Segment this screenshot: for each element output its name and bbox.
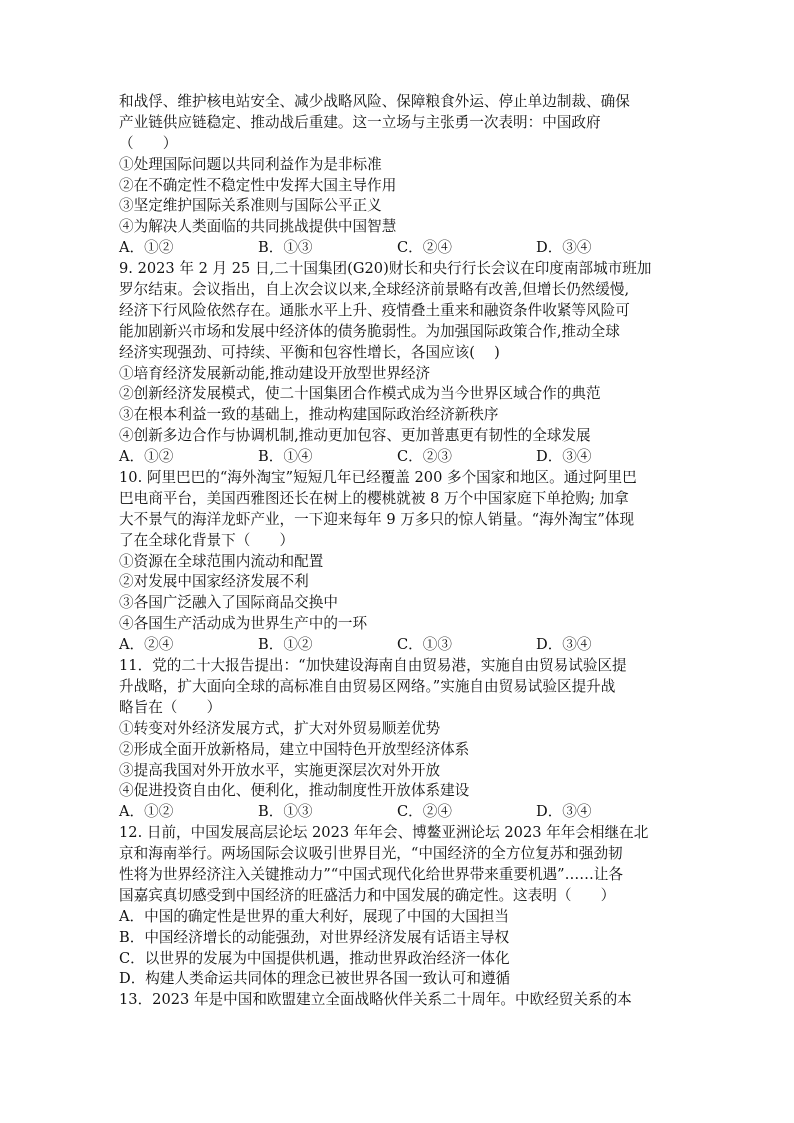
statement-item: ④各国生产活动成为世界生产中的一环	[119, 615, 368, 633]
question-9	[119, 259, 677, 468]
question-stem-line: 略旨在（ ）	[119, 698, 222, 716]
question-stem-line: 经济下行风险依然存在。通胀水平上升、疫情叠土重来和融资条件收紧等风险可	[119, 301, 630, 319]
statement-item: ②形成全面开放新格局，建立中国特色开放型经济体系	[119, 740, 470, 758]
answer-options	[119, 802, 677, 823]
option-b: B．①④	[258, 448, 313, 466]
option-d: D．构建人类命运共同体的理念已被世界各国一致认可和遵循	[119, 970, 511, 988]
question-stem-line: 大不景气的海洋龙虾产业，一下迎来每年 9 万多只的惊人销量。“海外淘宝”体现	[119, 510, 635, 528]
question-stem-line: 罗尔结束。会议指出，自上次会议以来,全球经济前景略有改善,但增长仍然缓慢,	[119, 281, 630, 299]
question-stem-line: 经济实现强劲、可持续、平衡和包容性增长，各国应该( )	[119, 343, 500, 361]
option-b: B．①②	[258, 636, 313, 654]
question-stem-line: 产业链供应链稳定、推动战后重建。这一立场与主张勇一次表明：中国政府	[119, 113, 601, 131]
statement-item: ②创新经济发展模式，使二十国集团合作模式成为当今世界区域合作的典范	[119, 385, 601, 403]
option-c: C．②③	[397, 448, 452, 466]
question-stem-line: 国嘉宾真切感受到中国经济的旺盛活力和中国发展的确定性。这表明（ ）	[119, 886, 616, 904]
question-10	[119, 468, 677, 656]
question-12	[119, 823, 677, 990]
statement-item: ④为解决人类面临的共同挑战提供中国智慧	[119, 218, 397, 236]
statement-item: ①转变对外经济发展方式，扩大对外贸易顺差优势	[119, 719, 441, 737]
option-b: B．①③	[258, 803, 313, 821]
question-stem-line: 能加剧新兴市场和发展中经济体的债务脆弱性。为加强国际政策合作,推动全球	[119, 322, 620, 340]
question-stem-line: 11．党的二十大报告提出：“加快建设海南自由贸易港，实施自由贸易试验区提	[119, 657, 627, 675]
question-stem-line: 京和海南举行。两场国际会议吸引世界目光，“中国经济的全方位复苏和强劲韧	[119, 845, 623, 863]
question-stem-line: 性将为世界经济注入关键推动力”“中国式现代化给世界带来重要机遇”……让各	[119, 865, 623, 883]
option-a: A．①②	[119, 239, 174, 257]
option-a: A．②④	[119, 636, 174, 654]
question-stem-line: 了在全球化背景下（ ）	[119, 531, 295, 549]
option-b: B．中国经济增长的动能强劲，对世界经济发展有话语主导权	[119, 928, 510, 946]
answer-options	[119, 238, 677, 259]
statement-item: ③坚定维护国际关系准则与国际公平正义	[119, 197, 382, 215]
question-8	[119, 92, 677, 259]
question-stem-line: 12. 日前，中国发展高层论坛 2023 年年会、博鳌亚洲论坛 2023 年年会相继在北	[119, 824, 649, 842]
option-c: C．以世界的发展为中国提供机遇，推动世界政治经济一体化	[119, 949, 510, 967]
statement-item: ①资源在全球范围内流动和配置	[119, 552, 324, 570]
question-stem-line: 升战略，扩大面向全球的高标准自由贸易区网络。”实施自由贸易试验区提升战	[119, 677, 616, 695]
answer-options	[119, 447, 677, 468]
option-b: B．①③	[258, 239, 313, 257]
option-c: C．②④	[397, 239, 452, 257]
question-stem-line: 9. 2023 年 2 月 25 日,二十国集团(G20)财长和央行行长会议在印度南部城市班加	[119, 260, 652, 278]
statement-item: ②对发展中国家经济发展不利	[119, 573, 309, 591]
option-a: A．①②	[119, 803, 174, 821]
option-a: A．①②	[119, 448, 174, 466]
statement-item: ④创新多边合作与协调机制,推动更加包容、更加普惠更有韧性的全球发展	[119, 427, 591, 445]
option-a: A．中国的确定性是世界的重大利好，展现了中国的大国担当	[119, 907, 509, 925]
statement-item: ②在不确定性不稳定性中发挥大国主导作用	[119, 176, 397, 194]
option-d: D．③④	[536, 636, 592, 654]
question-stem-line: 和战俘、维护核电站安全、减少战略风险、保障粮食外运、停止单边制裁、确保	[119, 93, 630, 110]
question-13	[119, 990, 677, 1011]
statement-item: ①培育经济发展新动能,推动建设开放型世界经济	[119, 364, 431, 382]
option-d: D．③④	[536, 803, 592, 821]
statement-item: ③提高我国对外开放水平，实施更深层次对外开放	[119, 761, 441, 779]
question-11	[119, 656, 677, 823]
question-stem-line: 13．2023 年是中国和欧盟建立全面战略伙伴关系二十周年。中欧经贸关系的本	[119, 991, 632, 1009]
statement-item: ③各国广泛融入了国际商品交换中	[119, 594, 338, 612]
statement-item: ④促进投资自由化、便利化，推动制度性开放体系建设	[119, 782, 470, 800]
option-c: C．②④	[397, 803, 452, 821]
statement-item: ③在根本利益一致的基础上，推动构建国际政治经济新秩序	[119, 406, 499, 424]
exam-page	[119, 92, 677, 1011]
answer-blank: （ ）	[119, 134, 178, 152]
option-d: D．③④	[536, 448, 592, 466]
statement-item: ①处理国际问题以共同利益作为是非标准	[119, 155, 382, 173]
option-c: C．①③	[397, 636, 452, 654]
question-stem-line: 10. 阿里巴巴的“海外淘宝”短短几年已经覆盖 200 多个国家和地区。通过阿里巴	[119, 469, 637, 487]
question-stem-line: 巴电商平台，美国西雅图还长在树上的樱桃就被 8 万个中国家庭下单抢购; 加拿	[119, 489, 629, 507]
answer-options	[119, 635, 677, 656]
option-d: D．③④	[536, 239, 592, 257]
